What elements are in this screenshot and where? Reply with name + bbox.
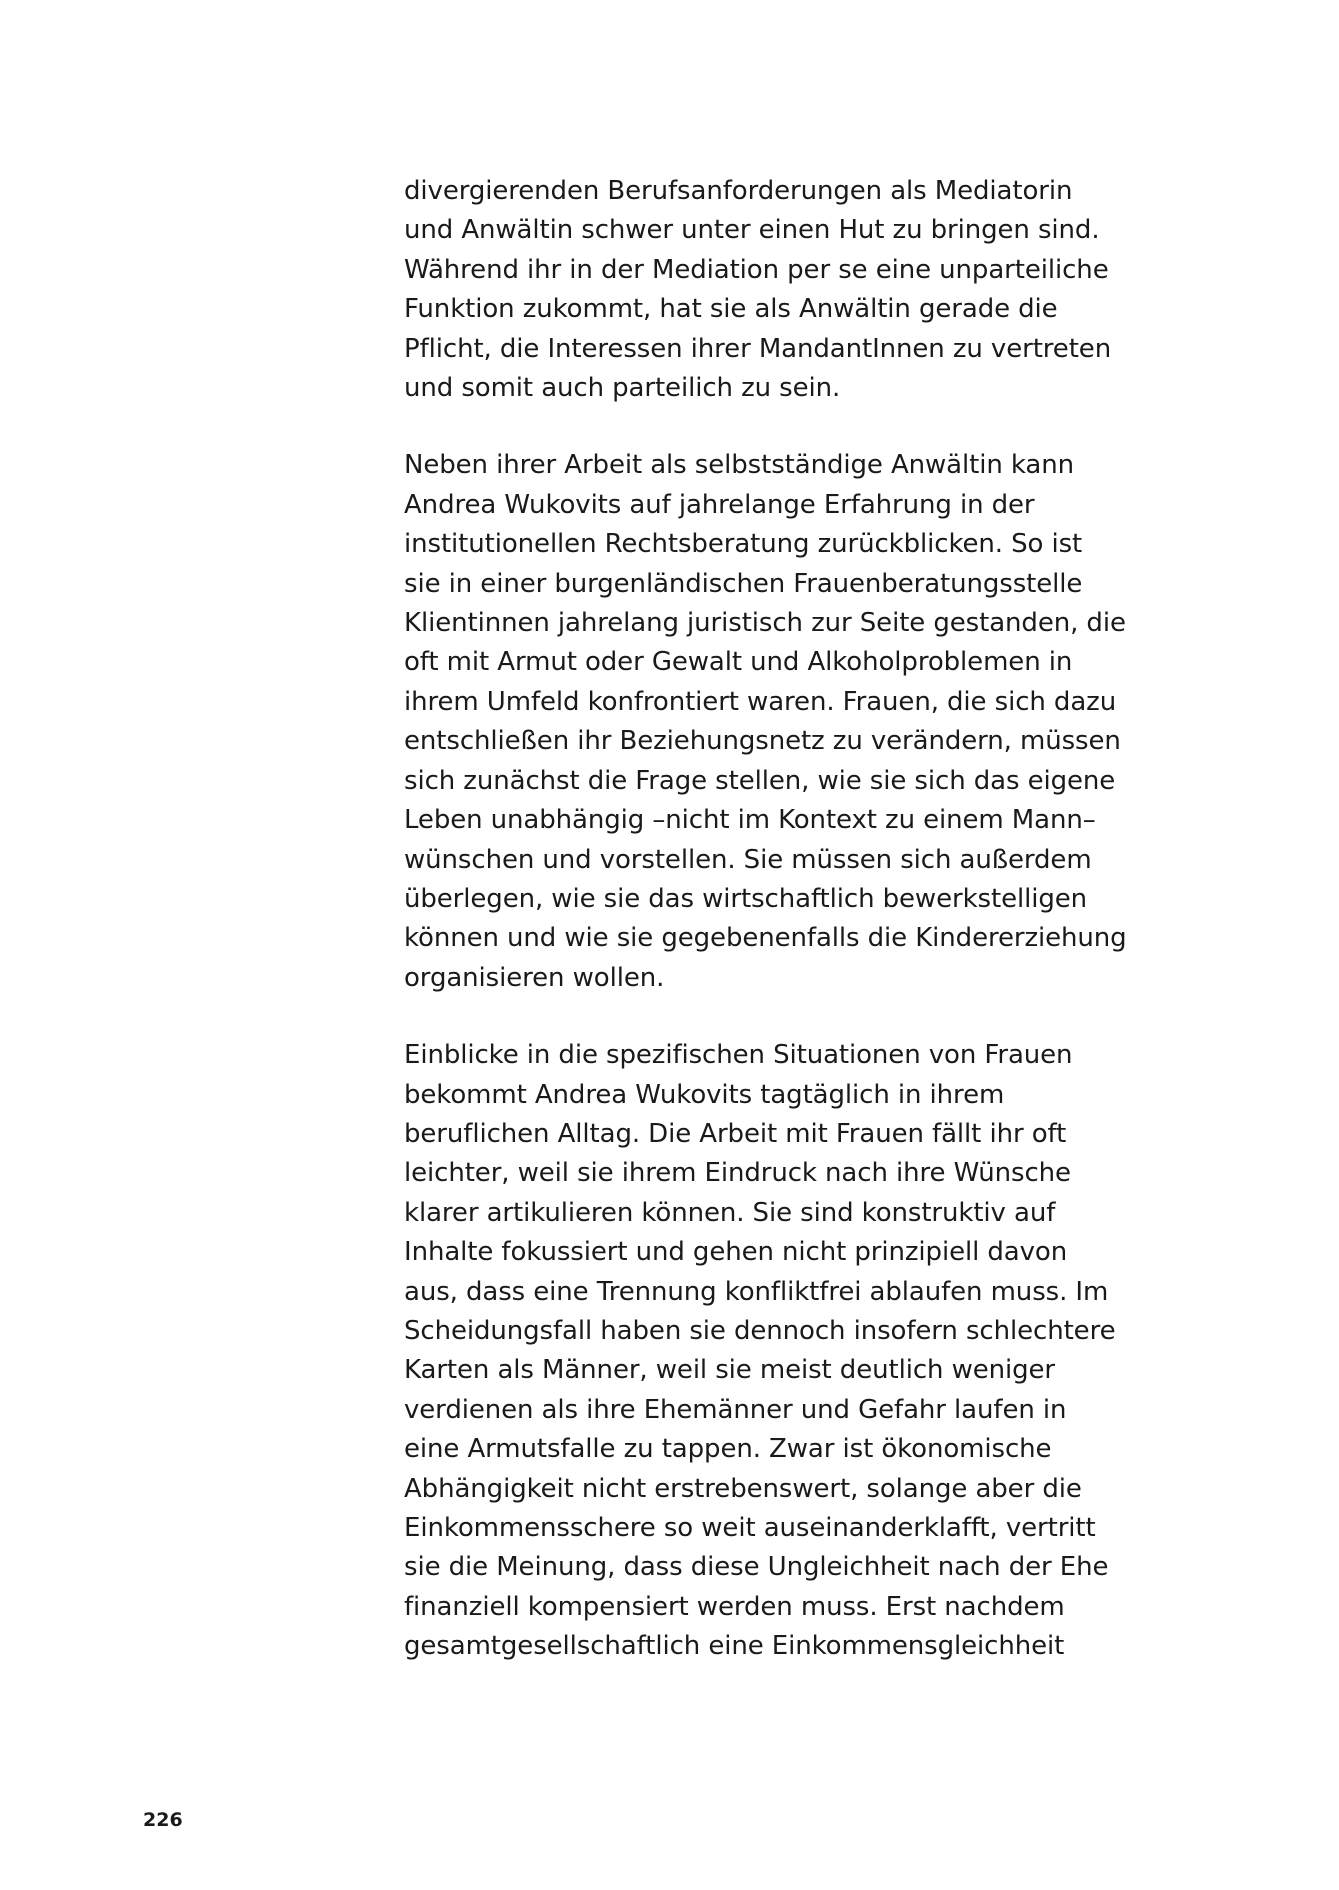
text-line: wünschen und vorstellen. Sie müssen sich außerdem	[404, 844, 1092, 875]
text-line: gesamtgesellschaftlich eine Einkommensgleichheit	[404, 1631, 1065, 1662]
text-line: oft mit Armut oder Gewalt und Alkoholproblemen in	[404, 647, 1073, 678]
text-line: leichter, weil sie ihrem Eindruck nach ihre Wünsche	[404, 1158, 1071, 1189]
text-line: institutionellen Rechtsberatung zurückblicken. So ist	[404, 529, 1083, 560]
text-line: Während ihr in der Mediation per se eine unparteiliche	[404, 254, 1109, 285]
text-line: überlegen, wie sie das wirtschaftlich bewerkstelligen	[404, 883, 1088, 914]
text-line: verdienen als ihre Ehemänner und Gefahr laufen in	[404, 1394, 1067, 1425]
text-line: organisieren wollen.	[404, 962, 665, 993]
text-line: und somit auch parteilich zu sein.	[404, 373, 841, 404]
text-line: können und wie sie gegebenenfalls die Kindererziehung	[404, 923, 1127, 954]
text-line: Scheidungsfall haben sie dennoch insofern schlechtere	[404, 1315, 1116, 1346]
text-line: Pflicht, die Interessen ihrer MandantInnen zu vertreten	[404, 333, 1112, 364]
text-line: bekommt Andrea Wukovits tagtäglich in ihrem	[404, 1079, 1005, 1110]
text-line: divergierenden Berufsanforderungen als Mediatorin	[404, 176, 1073, 206]
text-line: Einkommensschere so weit auseinanderklafft, vertritt	[404, 1513, 1096, 1543]
text-line: Leben unabhängig –nicht im Kontext zu einem Mann–	[404, 805, 1096, 836]
paragraph	[404, 446, 1164, 998]
body-text	[404, 172, 1164, 1705]
text-line: Andrea Wukovits auf jahrelange Erfahrung in der	[404, 489, 1035, 520]
text-line: Klientinnen jahrelang juristisch zur Seite gestanden, die	[404, 608, 1126, 639]
text-line: Einblicke in die spezifischen Situationen von Frauen	[404, 1040, 1073, 1071]
text-line: Neben ihrer Arbeit als selbstständige Anwältin kann	[404, 450, 1074, 481]
text-line: und Anwältin schwer unter einen Hut zu bringen sind.	[404, 215, 1100, 246]
text-line: sie in einer burgenländischen Frauenberatungsstelle	[404, 568, 1083, 599]
text-line: beruflichen Alltag. Die Arbeit mit Frauen fällt ihr oft	[404, 1118, 1067, 1149]
text-line: ihrem Umfeld konfrontiert waren. Frauen, die sich dazu	[404, 686, 1117, 717]
text-line: finanziell kompensiert werden muss. Erst nachdem	[404, 1591, 1065, 1622]
text-line: eine Armutsfalle zu tappen. Zwar ist ökonomische	[404, 1434, 1052, 1465]
page-number: 226	[143, 1809, 183, 1831]
text-line: sich zunächst die Frage stellen, wie sie sich das eigene	[404, 765, 1116, 796]
text-line: Funktion zukommt, hat sie als Anwältin gerade die	[404, 294, 1058, 325]
text-line: aus, dass eine Trennung konfliktfrei ablaufen muss. Im	[404, 1276, 1109, 1307]
text-line: sie die Meinung, dass diese Ungleichheit nach der Ehe	[404, 1552, 1109, 1583]
paragraph	[404, 172, 1164, 408]
text-line: klarer artikulieren können. Sie sind konstruktiv auf	[404, 1197, 1056, 1228]
text-line: entschließen ihr Beziehungsnetz zu verändern, müssen	[404, 726, 1121, 757]
text-line: Inhalte fokussiert und gehen nicht prinzipiell davon	[404, 1237, 1068, 1268]
paragraph	[404, 1036, 1164, 1667]
text-line: Karten als Männer, weil sie meist deutlich weniger	[404, 1355, 1056, 1386]
text-line: Abhängigkeit nicht erstrebenswert, solange aber die	[404, 1473, 1082, 1504]
